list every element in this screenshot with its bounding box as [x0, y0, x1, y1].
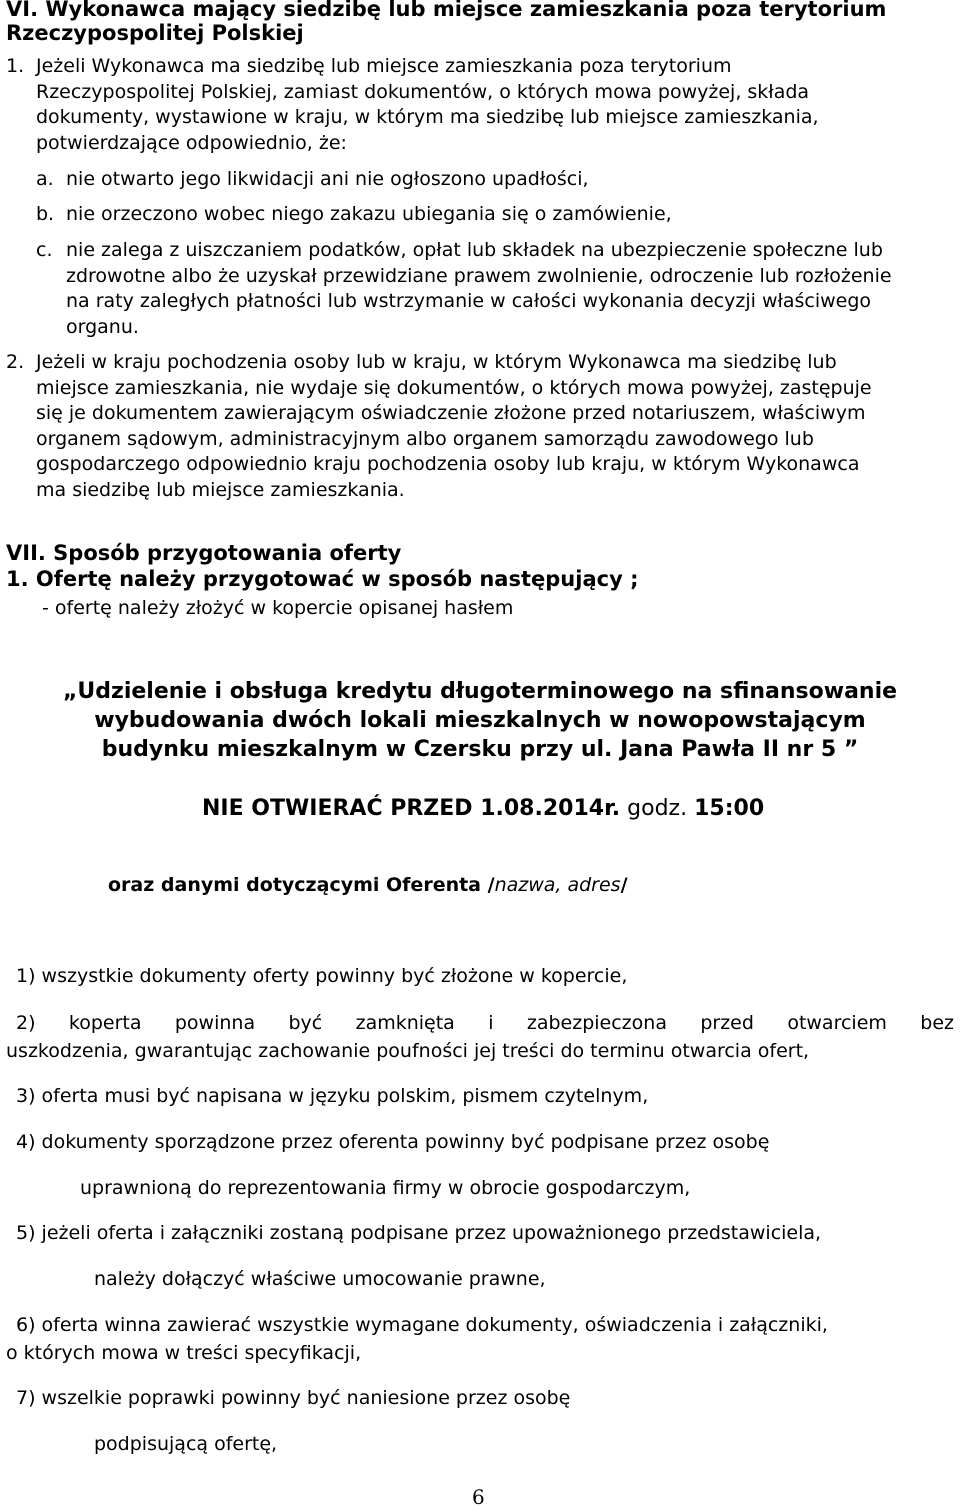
- item2-line: gospodarczego odpowiednio kraju pochodzenia osoby lub kraju, w którym Wykonawca: [36, 453, 860, 475]
- item1-line: dokumenty, wystawione w kraju, w którym ma siedzibę lub miejsce zamieszkania,: [36, 106, 819, 128]
- offeror-data-italic: nazwa, adres: [494, 874, 621, 896]
- sub-c-line: organu.: [66, 316, 139, 338]
- envelope-title-line: wybudowania dwóch lokali mieszkalnych w nowopowstającym: [94, 708, 866, 733]
- offeror-data-bold: oraz danymi dotyczącymi Oferenta /: [108, 874, 495, 896]
- godz-label: godz.: [627, 796, 688, 821]
- point-7-line1: 7) wszelkie poprawki powinny być naniesione przez osobę: [16, 1387, 571, 1409]
- item2-line: miejsce zamieszkania, nie wydaje się dokumentów, o których mowa powyżej, zastępuje: [36, 377, 872, 399]
- point-2-line1: 2) koperta powinna być zamknięta i zabezpieczona przed otwarciem bez: [16, 1012, 954, 1034]
- sub-a-label: a.: [36, 168, 54, 190]
- sub-c-line: nie zalega z uiszczaniem podatków, opłat lub składek na ubezpieczenie społeczne lub: [66, 239, 883, 261]
- item2-line: organem sądowym, administracyjnym albo organem samorządu zawodowego lub: [36, 428, 814, 450]
- point-4-line1: 4) dokumenty sporządzone przez oferenta powinny być podpisane przez osobę: [16, 1131, 770, 1153]
- sub-c-line: zdrowotne albo że uzyskał przewidziane prawem zwolnienie, odroczenie lub rozłożenie: [66, 265, 892, 287]
- item1-line: Jeżeli Wykonawca ma siedzibę lub miejsce zamieszkania poza terytorium: [36, 55, 732, 77]
- point-3: 3) oferta musi być napisana w języku polskim, pismem czytelnym,: [16, 1085, 649, 1107]
- section-vii-heading: VII. Sposób przygotowania oferty: [6, 541, 402, 565]
- section-vi-heading-line1: VI. Wykonawca mający siedzibę lub miejsce zamieszkania poza terytorium: [6, 0, 887, 21]
- sub-c-label: c.: [36, 239, 53, 261]
- point-5-line1: 5) jeżeli oferta i załączniki zostaną podpisane przez upoważnionego przedstawiciela,: [16, 1222, 822, 1244]
- item2-line: ma siedzibę lub miejsce zamieszkania.: [36, 479, 405, 501]
- point-2-line2: uszkodzenia, gwarantując zachowanie poufności jej treści do terminu otwarcia ofert,: [6, 1040, 810, 1062]
- item1-line: Rzeczypospolitej Polskiej, zamiast dokumentów, o których mowa powyżej, składa: [36, 81, 810, 103]
- point-6-line2: o których mowa w treści specyfikacji,: [6, 1342, 362, 1364]
- point-7-line2: podpisującą ofertę,: [94, 1433, 278, 1455]
- page-number: 6: [472, 1485, 485, 1509]
- envelope-title-line: budynku mieszkalnym w Czersku przy ul. Jana Pawła II nr 5 ”: [101, 737, 859, 762]
- offeror-data-line: [108, 872, 628, 898]
- section-vi-heading-line2: Rzeczypospolitej Polskiej: [6, 21, 304, 45]
- item1-number: 1.: [6, 55, 25, 77]
- section-vii-item1-heading: 1. Ofertę należy przygotować w sposób następujący ;: [6, 567, 639, 591]
- sub-b-text: nie orzeczono wobec niego zakazu ubiegania się o zamówienie,: [66, 203, 672, 225]
- point-5-line2: należy dołączyć właściwe umocowanie prawne,: [94, 1268, 546, 1290]
- section-vii-item1-sub: - ofertę należy złożyć w kopercie opisanej hasłem: [42, 597, 514, 619]
- point-4-line2: uprawnioną do reprezentowania firmy w obrocie gospodarczym,: [80, 1177, 691, 1199]
- offeror-data-end: /: [620, 874, 628, 896]
- envelope-title-line: „Udzielenie i obsługa kredytu długoterminowego na sfinansowanie: [62, 679, 898, 704]
- opening-time: 15:00: [694, 796, 765, 821]
- sub-b-label: b.: [36, 203, 55, 225]
- do-not-open-text: NIE OTWIERAĆ PRZED 1.08.2014r.: [202, 796, 621, 821]
- item2-line: Jeżeli w kraju pochodzenia osoby lub w kraju, w którym Wykonawca ma siedzibę lub: [36, 351, 837, 373]
- point-1: 1) wszystkie dokumenty oferty powinny być złożone w kopercie,: [16, 965, 628, 987]
- item2-number: 2.: [6, 351, 25, 373]
- do-not-open-line: [202, 794, 764, 824]
- sub-a-text: nie otwarto jego likwidacji ani nie ogłoszono upadłości,: [66, 168, 589, 190]
- item2-line: się je dokumentem zawierającym oświadczenie złożone przed notariuszem, właściwym: [36, 402, 866, 424]
- item1-line: potwierdzające odpowiednio, że:: [36, 132, 347, 154]
- point-6-line1: 6) oferta winna zawierać wszystkie wymagane dokumenty, oświadczenia i załączniki,: [16, 1314, 828, 1336]
- sub-c-line: na raty zaległych płatności lub wstrzymanie w całości wykonania decyzji właściwego: [66, 290, 872, 312]
